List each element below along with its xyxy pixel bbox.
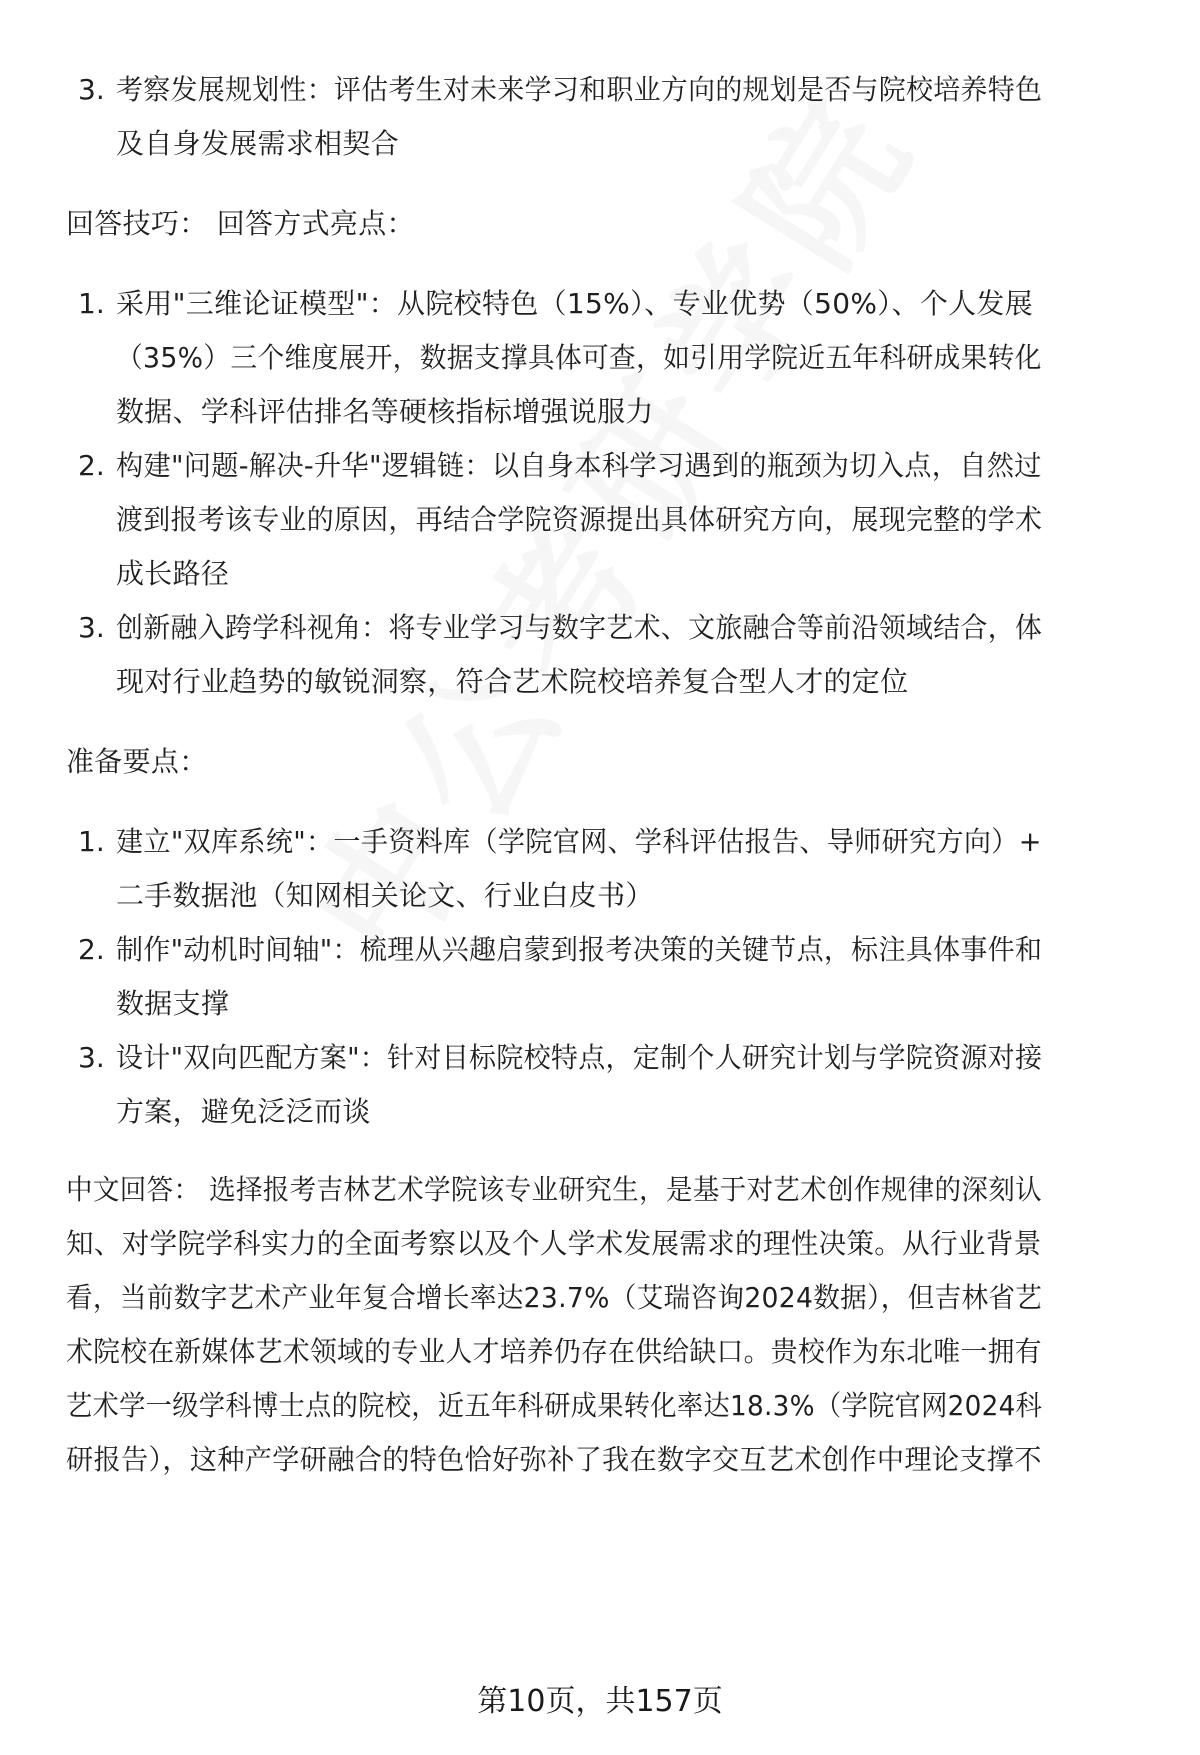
tip-item-line: 采用"三维论证模型"：从院校特色（15%）、专业优势（50%）、个人发展 bbox=[116, 287, 1034, 320]
prep-item-number: 2. bbox=[78, 933, 105, 966]
prep-item-line: 设计"双向匹配方案"：针对目标院校特点，定制个人研究计划与学院资源对接 bbox=[116, 1041, 1043, 1074]
answer-line: 看，当前数字艺术产业年复合增长率达23.7%（艾瑞咨询2024数据），但吉林省艺 bbox=[66, 1281, 1043, 1314]
tips-heading: 回答技巧： 回答方式亮点： bbox=[66, 207, 415, 240]
tip-item-line: 构建"问题-解决-升华"逻辑链：以自身本科学习遇到的瓶颈为切入点，自然过 bbox=[116, 449, 1042, 482]
prep-item-number: 1. bbox=[78, 825, 105, 858]
prep-item-line: 制作"动机时间轴"：梳理从兴趣启蒙到报考决策的关键节点，标注具体事件和 bbox=[116, 933, 1043, 966]
answer-line: 术院校在新媒体艺术领域的专业人才培养仍存在供给缺口。贵校作为东北唯一拥有 bbox=[66, 1335, 1042, 1368]
tip-item-line: 创新融入跨学科视角：将专业学习与数字艺术、文旅融合等前沿领域结合，体 bbox=[116, 611, 1043, 644]
answer-line: 研报告），这种产学研融合的特色恰好弥补了我在数字交互艺术创作中理论支撑不 bbox=[66, 1443, 1042, 1476]
tip-item-number: 1. bbox=[78, 287, 105, 320]
prep-item-line: 数据支撑 bbox=[116, 987, 230, 1020]
prep-heading: 准备要点： bbox=[66, 745, 208, 778]
prep-item-line: 建立"双库系统"：一手资料库（学院官网、学科评估报告、导师研究方向）+ bbox=[116, 825, 1042, 858]
page-number: 第10页，共157页 bbox=[477, 1684, 723, 1719]
prep-item-line: 方案，避免泛泛而谈 bbox=[116, 1095, 371, 1128]
tip-item-number: 2. bbox=[78, 449, 105, 482]
criteria-item-number: 3. bbox=[78, 73, 105, 106]
answer-line: 知、对学院学科实力的全面考察以及个人学术发展需求的理性决策。从行业背景 bbox=[66, 1227, 1042, 1260]
answer-line: 艺术学一级学科博士点的院校，近五年科研成果转化率达18.3%（学院官网2024科 bbox=[66, 1389, 1043, 1422]
tip-item-line: 渡到报考该专业的原因，再结合学院资源提出具体研究方向，展现完整的学术 bbox=[116, 503, 1043, 536]
tip-item-line: 成长路径 bbox=[116, 557, 230, 590]
tip-item-line: （35%）三个维度展开，数据支撑具体可查，如引用学院近五年科研成果转化 bbox=[116, 341, 1042, 374]
prep-item-number: 3. bbox=[78, 1041, 105, 1074]
criteria-item-line: 考察发展规划性：评估考生对未来学习和职业方向的规划是否与院校培养特色 bbox=[116, 73, 1043, 106]
prep-item-line: 二手数据池（知网相关论文、行业白皮书） bbox=[116, 879, 654, 912]
tip-item-line: 现对行业趋势的敏锐洞察，符合艺术院校培养复合型人才的定位 bbox=[116, 665, 909, 698]
tip-item-line: 数据、学科评估排名等硬核指标增强说服力 bbox=[116, 395, 654, 428]
answer-line: 中文回答： 选择报考吉林艺术学院该专业研究生，是基于对艺术创作规律的深刻认 bbox=[66, 1173, 1042, 1206]
criteria-item-line: 及自身发展需求相契合 bbox=[116, 127, 400, 160]
tip-item-number: 3. bbox=[78, 611, 105, 644]
